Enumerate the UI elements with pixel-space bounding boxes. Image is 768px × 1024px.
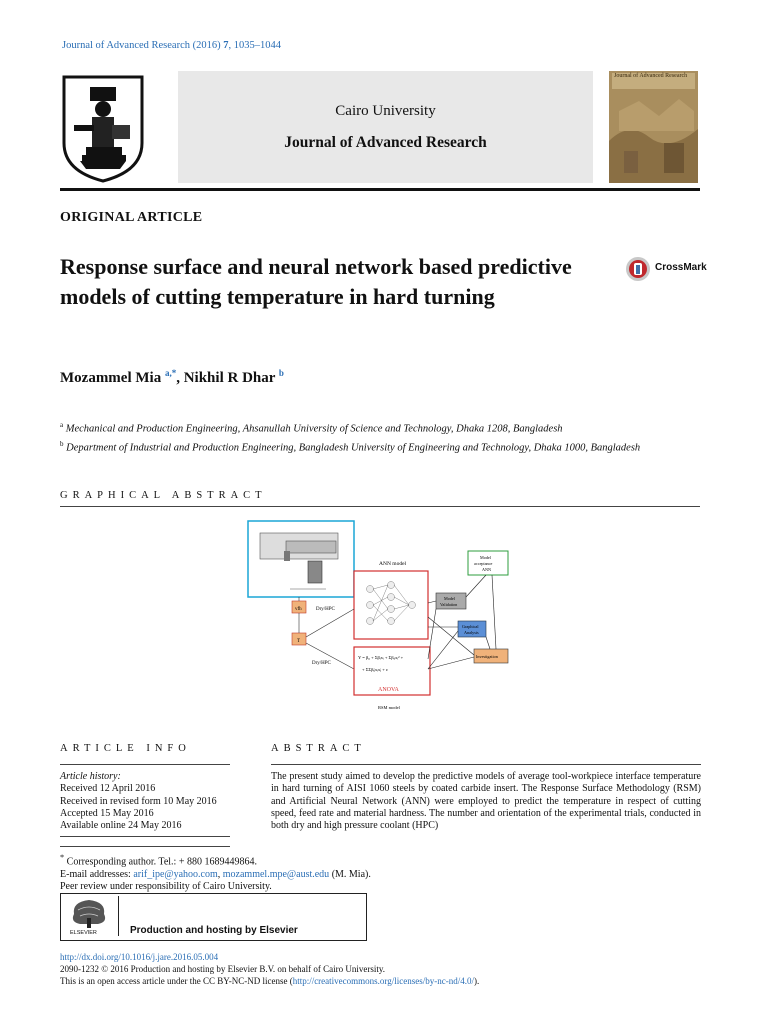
rsm-equation: Y = β₀ + Σβᵢxᵢ + Σβᵢᵢxᵢ² + — [358, 655, 404, 660]
cover-title: Journal of Advanced Research — [614, 73, 688, 79]
header-rule — [60, 188, 700, 191]
crossmark-icon[interactable] — [625, 256, 651, 287]
svg-text:acceptance: acceptance — [474, 561, 493, 566]
crossmark-label[interactable]: CrossMark — [655, 262, 707, 273]
divider — [118, 896, 119, 936]
author-name: Nikhil R Dhar — [183, 370, 276, 386]
email-addresses: E-mail addresses: arif_ipe@yahoo.com, mozammel.mpe@aust.edu (M. Mia). — [60, 868, 371, 880]
journal-banner — [178, 71, 593, 183]
email-link[interactable]: mozammel.mpe@aust.edu — [222, 868, 330, 880]
peer-review-note: Peer review under responsibility of Cairo University. — [60, 881, 272, 893]
ann-model-box — [354, 571, 428, 639]
author-name: Mozammel Mia — [60, 370, 162, 386]
footnotes — [60, 852, 371, 894]
cairo-university-logo — [60, 73, 146, 183]
dry-hpc-label: Dry/HPC — [312, 661, 331, 666]
divider — [60, 506, 700, 507]
svg-text:ANN: ANN — [482, 567, 492, 572]
ann-model-label: ANN model — [379, 561, 407, 567]
dry-hpc-label: Dry/HPC — [316, 607, 335, 612]
divider — [60, 836, 230, 837]
rsm-model-label: RSM model — [378, 705, 400, 710]
author-list: Mozammel Mia $^{a,*}$, Nikhil R Dhar $^b$ — [60, 368, 284, 386]
elsevier-wordmark: ELSEVIER — [70, 930, 97, 936]
abstract-heading: ABSTRACT — [271, 743, 366, 754]
affiliation-b: $^b$ Department of Industrial and Production Engineering, Bangladesh University of Engineering and Technology, Dhaka 1000, Bangladesh — [60, 439, 641, 453]
graphical-abstract-figure — [246, 519, 516, 714]
divider — [271, 764, 701, 765]
license-line: This is an open access article under the CC BY-NC-ND license (http://creativecommons.org/licenses/by-nc-nd/4.0/). — [60, 976, 480, 986]
journal-cover-image — [609, 71, 698, 183]
svg-text:Graphical: Graphical — [462, 624, 479, 629]
divider — [60, 764, 230, 765]
bottom-info — [60, 951, 479, 987]
abstract-text: The present study aimed to develop the predictive models of average tool-workpiece interface temperature in hard turning of AISI 1060 steels by coated carbide insert. The Response Surface Methodology (RSM) and Artificial Neural Network (ANN) were employed to predict the temperature in respect of cutting speed, feed rate and material hardness. The number and orientation of the experimental trials, conducted in both dry and high pressure coolant (HPC) — [271, 771, 701, 832]
author-affiliation-marker[interactable]: a,* — [164, 368, 177, 378]
license-link[interactable]: http://creativecommons.org/licenses/by-nc-nd/4.0/ — [292, 976, 474, 986]
svg-text:Analysis: Analysis — [464, 630, 479, 635]
vfh-label: vfh — [295, 607, 302, 612]
article-info-heading: ARTICLE INFO — [60, 743, 191, 754]
doi-link[interactable]: http://dx.doi.org/10.1016/j.jare.2016.05.004 — [60, 952, 219, 962]
author-affiliation-marker[interactable]: b — [278, 368, 284, 378]
footnote-divider — [60, 846, 230, 847]
svg-text:Model: Model — [444, 596, 455, 601]
t-label: T — [297, 639, 301, 644]
anova-label: ANOVA — [378, 687, 399, 693]
rsm-equation: + ΣΣβᵢⱼxᵢxⱼ + ε — [362, 667, 388, 672]
article-history: Article history: Received 12 April 2016 Received in revised form 10 May 2016 Accepted 15 May 2016 Available online 24 May 2016 — [60, 771, 217, 832]
svg-text:Investigation: Investigation — [476, 654, 498, 659]
copyright-line: 2090-1232 © 2016 Production and hosting by Elsevier B.V. on behalf of Cairo University. — [60, 964, 386, 974]
corresponding-author-note: * Corresponding author. Tel.: + 880 1689449864. — [60, 853, 257, 868]
email-link[interactable]: arif_ipe@yahoo.com — [133, 868, 218, 880]
affiliations — [60, 418, 710, 455]
svg-text:Model: Model — [480, 555, 491, 560]
graphical-abstract-heading: GRAPHICAL ABSTRACT — [60, 490, 267, 501]
university-name: Cairo University — [335, 103, 436, 119]
svg-text:Validation: Validation — [440, 602, 458, 607]
article-type: ORIGINAL ARTICLE — [60, 210, 203, 225]
affiliation-a: $^a$ Mechanical and Production Engineering, Ahsanullah University of Science and Technology, Dhaka 1208, Bangladesh — [60, 421, 563, 435]
hosting-label: Production and hosting by Elsevier — [130, 925, 298, 936]
journal-name: Journal of Advanced Research — [284, 134, 487, 151]
article-title: Response surface and neural network based predictive models of cutting temperature in hard turning — [60, 254, 572, 309]
journal-reference[interactable]: Journal of Advanced Research (2016) 7, 1035–1044 — [62, 40, 281, 51]
